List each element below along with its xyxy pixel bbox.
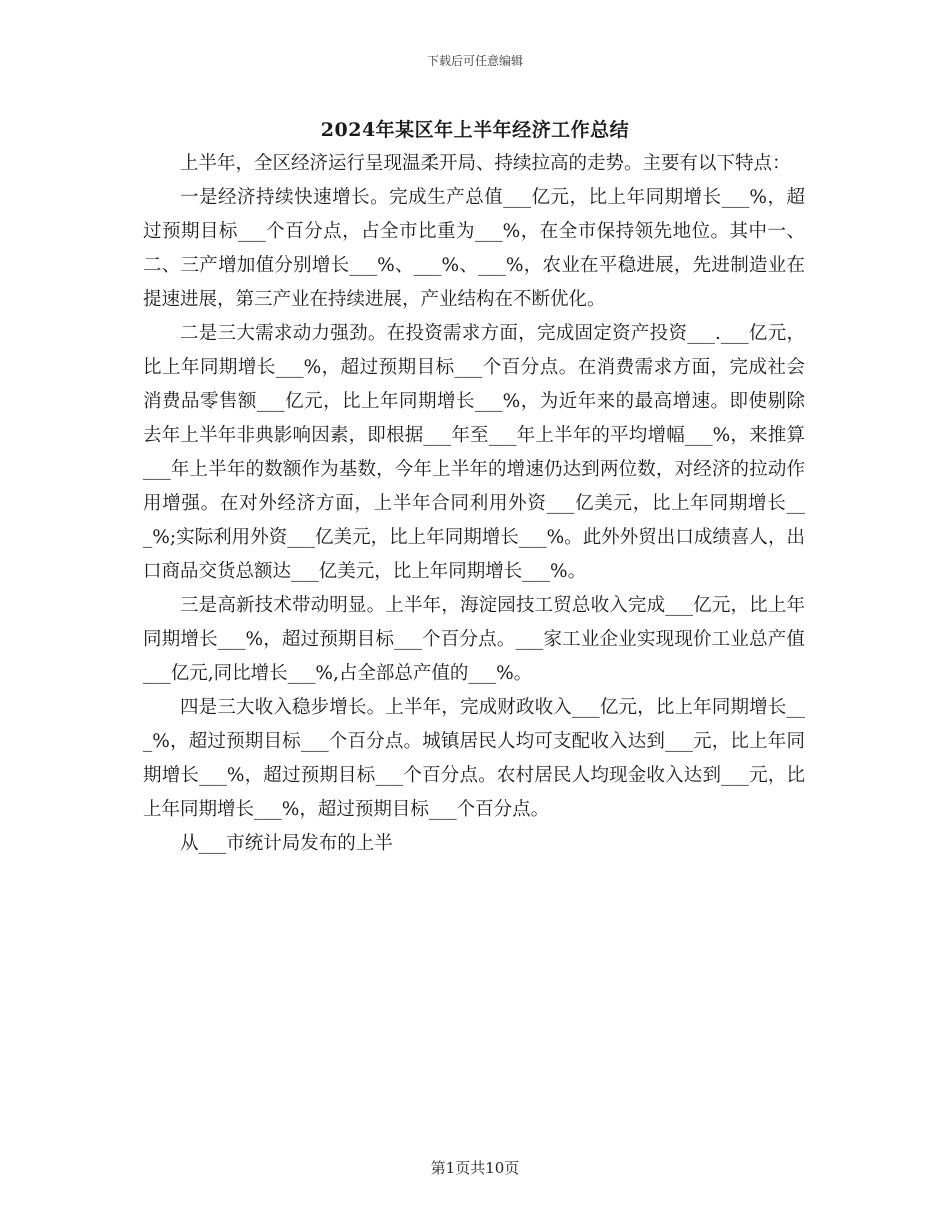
page-number: 第1页共10页 <box>430 1159 520 1177</box>
paragraph-income: 四是三大收入稳步增长。上半年，完成财政收入___亿元，比上年同期增长___%，超过预期目标___个百分点。城镇居民人均可支配收入达到___元，比上年同期增长___%，超过预期目标___个百分点。农村居民人均现金收入达到___元，比上年同期增长___%，超过预期目标___个百分点。 <box>143 697 805 820</box>
document-body <box>143 147 805 861</box>
paragraph-demand: 二是三大需求动力强劲。在投资需求方面，完成固定资产投资___.___亿元，比上年同期增长___%，超过预期目标___个百分点。在消费需求方面，完成社会消费品零售额___亿元，比上年同期增长___%，为近年来的最高增速。即使剔除去年上半年非典影响因素，即根据___年至___年上半年的平均增幅___%，来推算___年上半年的数额作为基数，今年上半年的增速仍达到两位数，对经济的拉动作用增强。在对外经济方面，上半年合同利用外资___亿美元，比上年同期增长___%;实际利用外资___亿美元，比上年同期增长___%。此外外贸出口成绩喜人，出口商品交货总额达___亿美元，比上年同期增长___%。 <box>143 323 805 582</box>
paragraph-economy-growth: 一是经济持续快速增长。完成生产总值___亿元，比上年同期增长___%，超过预期目标___个百分点，占全市比重为___%，在全市保持领先地位。其中一、二、三产增加值分别增长___%、___%、___%，农业在平稳进展，先进制造业在提速进展，第三产业在持续进展，产业结构在不断优化。 <box>143 187 805 310</box>
paragraph-high-tech: 三是高新技术带动明显。上半年，海淀园技工贸总收入完成___亿元，比上年同期增长___%，超过预期目标___个百分点。___家工业企业实现现价工业总产值___亿元,同比增长___%,占全部总产值的___%。 <box>143 595 805 684</box>
document-title: 2024年某区年上半年经济工作总结 <box>320 119 630 141</box>
header-note: 下载后可任意编辑 <box>426 54 523 68</box>
paragraph-intro: 上半年，全区经济运行呈现温柔开局、持续拉高的走势。主要有以下特点： <box>180 153 791 174</box>
paragraph-statistics: 从___市统计局发布的上半 <box>180 833 393 854</box>
